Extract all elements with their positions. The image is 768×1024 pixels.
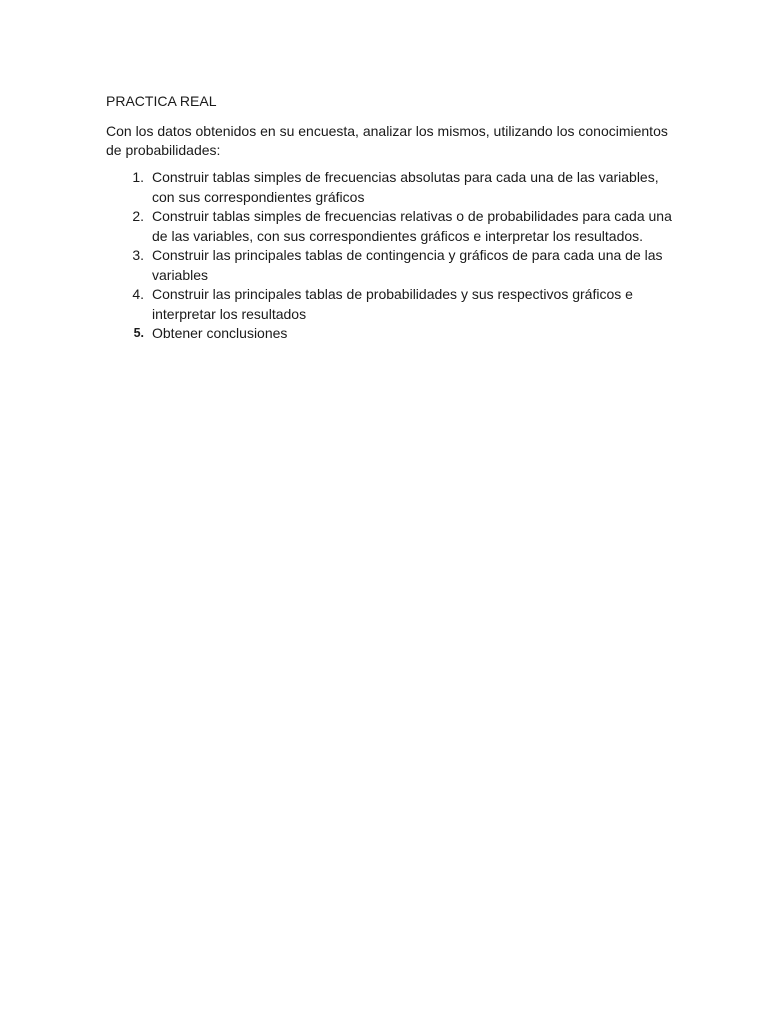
task-list [106, 168, 676, 344]
document-page [106, 92, 676, 344]
list-item-number: 5. [133, 326, 144, 340]
list-item-text: Obtener conclusiones [152, 325, 288, 341]
list-item [106, 285, 676, 324]
list-item [106, 246, 676, 285]
list-item [106, 207, 676, 246]
list-item-number: 1. [132, 169, 144, 185]
list-item-text: Construir tablas simples de frecuencias absolutas para cada una de las variables, con sus correspondientes gráficos [152, 169, 659, 205]
list-item-text: Construir las principales tablas de contingencia y gráficos de para cada una de las variables [152, 247, 663, 283]
list-item-number: 3. [132, 247, 144, 263]
list-item-number: 4. [132, 286, 144, 302]
document-intro: Con los datos obtenidos en su encuesta, analizar los mismos, utilizando los conocimientos de probabilidades: [106, 123, 668, 158]
list-item-number: 2. [132, 208, 144, 224]
list-item [106, 324, 676, 344]
document-title: PRACTICA REAL [106, 93, 217, 109]
list-item-text: Construir las principales tablas de probabilidades y sus respectivos gráficos e interpretar los resultados [152, 286, 633, 322]
list-item-text: Construir tablas simples de frecuencias relativas o de probabilidades para cada una de las variables, con sus correspondientes gráficos e interpretar los resultados. [152, 208, 672, 244]
list-item [106, 168, 676, 207]
